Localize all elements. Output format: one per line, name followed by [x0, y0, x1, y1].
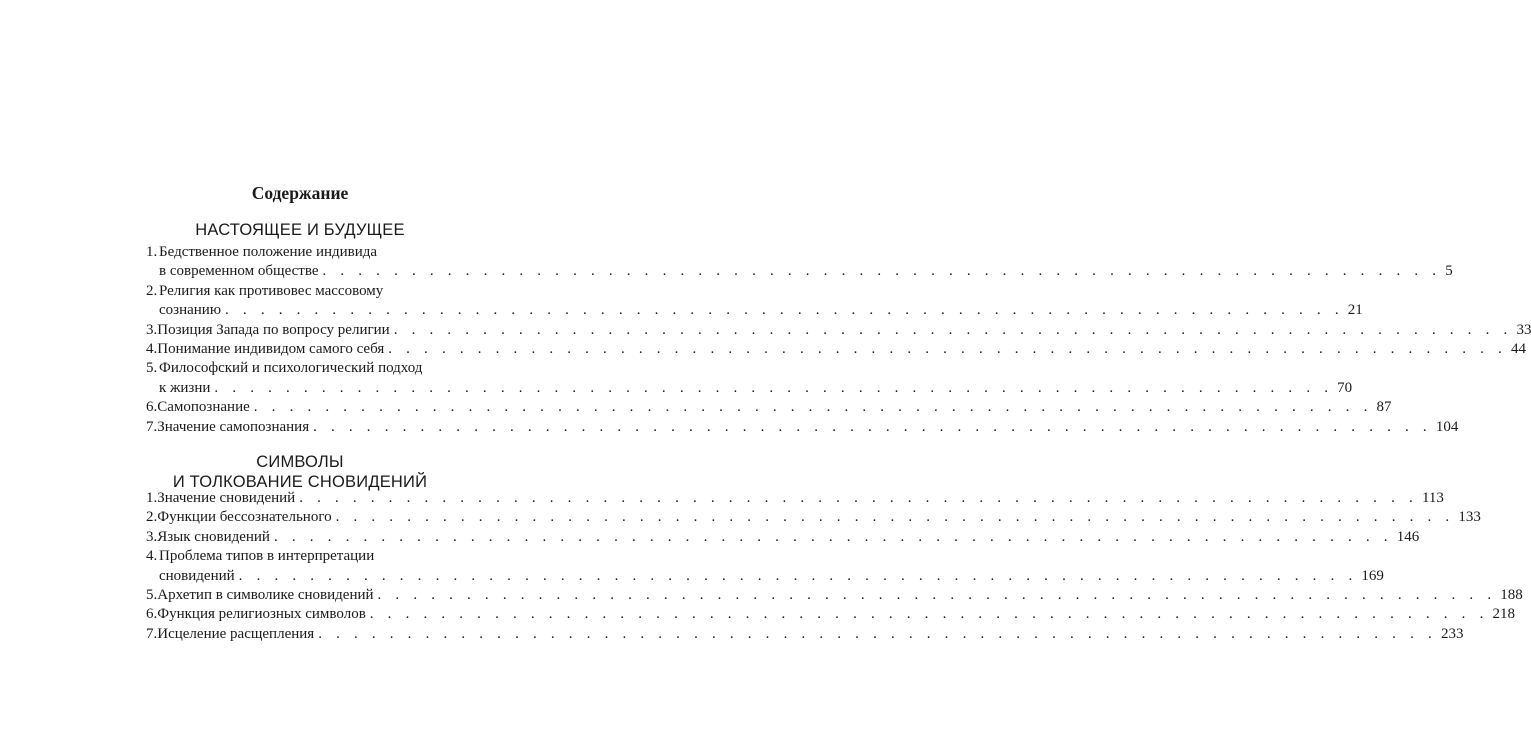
dot-leader: . . . . . . . . . . . . . . . . . . . . . . . . . . . . . . . . . . . . . . . . . . . . . . . . . . . . . . . . . . . . . . .	[214, 379, 1334, 396]
toc-entry	[146, 489, 1444, 508]
section-heading-line: НАСТОЯЩЕЕ И БУДУЩЕЕ	[195, 221, 405, 239]
dot-leader: . . . . . . . . . . . . . . . . . . . . . . . . . . . . . . . . . . . . . . . . . . . . . . . . . . . . . . . . . . . . . . .	[225, 302, 1344, 319]
toc-page-number: 70	[1337, 379, 1353, 396]
toc-page-number: 233	[1440, 625, 1464, 642]
toc-page-number: 113	[1421, 490, 1444, 506]
dot-leader: . . . . . . . . . . . . . . . . . . . . . . . . . . . . . . . . . . . . . . . . . . . . . . . . . . . . . . . . . . . . . . .	[253, 399, 1373, 416]
toc-entry-title: Позиция Запада по вопросу религии	[157, 321, 390, 338]
toc-entry	[146, 508, 1481, 527]
dot-leader: . . . . . . . . . . . . . . . . . . . . . . . . . . . . . . . . . . . . . . . . . . . . . . . . . . . . . . . . . . . . . . .	[322, 263, 1442, 280]
toc-entry-line	[146, 528, 1420, 547]
toc-entry-line	[146, 418, 1459, 437]
toc-entry-line	[146, 340, 1526, 359]
section-heading-line: И ТОЛКОВАНИЕ СНОВИДЕНИЙ	[172, 473, 428, 491]
dot-leader: . . . . . . . . . . . . . . . . . . . . . . . . . . . . . . . . . . . . . . . . . . . . . . . . . . . . . . . . . . . . . . .	[273, 528, 1393, 545]
toc-entry-line	[146, 605, 1516, 624]
toc-entry-number: 6.	[146, 606, 158, 623]
toc-entry-line	[146, 489, 1444, 508]
section-heading-1	[0, 220, 600, 240]
toc-entry-line	[146, 301, 1363, 320]
toc-page-number: 146	[1396, 528, 1420, 545]
dot-leader: . . . . . . . . . . . . . . . . . . . . . . . . . . . . . . . . . . . . . . . . . . . . . . . . . . . . . . . . . . . . . . .	[318, 625, 1437, 642]
toc-entry-title: Бедственное положение индивида	[159, 244, 378, 260]
section-heading-line: СИМВОЛЫ	[256, 453, 344, 471]
toc-entry-line	[146, 398, 1392, 417]
toc-entry-title: сновидений	[159, 567, 235, 584]
toc-entry-line	[146, 567, 1384, 586]
toc-entry	[146, 243, 1453, 282]
toc-entry-line	[146, 586, 1523, 605]
toc-entry-number: 2.	[146, 282, 158, 299]
dot-leader: . . . . . . . . . . . . . . . . . . . . . . . . . . . . . . . . . . . . . . . . . . . . . . . . . . . . . . . . . . . . . . .	[299, 490, 1418, 506]
toc-entry-line	[146, 321, 1531, 340]
toc-page-number: 21	[1347, 302, 1363, 319]
toc-entry	[146, 282, 1363, 321]
toc-entry-title: Значение сновидений	[157, 490, 296, 506]
toc-entry-number: 7.	[146, 418, 158, 435]
toc-entry	[146, 418, 1459, 437]
toc-page-number: 104	[1435, 418, 1459, 435]
toc-entry-line	[146, 243, 459, 262]
toc-entry-title: Исцеление расщепления	[157, 625, 315, 642]
dot-leader: . . . . . . . . . . . . . . . . . . . . . . . . . . . . . . . . . . . . . . . . . . . . . . . . . . . . . . . . . . . . . . .	[238, 567, 1358, 584]
toc-title: Содержание	[251, 183, 349, 203]
toc-entry-title: Философский и психологический подход	[159, 360, 423, 377]
dot-leader: . . . . . . . . . . . . . . . . . . . . . . . . . . . . . . . . . . . . . . . . . . . . . . . . . . . . . . . . . . . . . . .	[388, 340, 1507, 357]
toc-entry	[146, 605, 1516, 624]
toc-entry-title: сознанию	[159, 302, 222, 319]
toc-entry-number: 3.	[146, 321, 158, 338]
toc-page-number: 5	[1445, 263, 1453, 280]
toc-entry-title: Значение самопознания	[157, 418, 310, 435]
toc-entry-number: 4.	[146, 340, 158, 357]
dot-leader: . . . . . . . . . . . . . . . . . . . . . . . . . . . . . . . . . . . . . . . . . . . . . . . . . . . . . . . . . . . . . . .	[393, 321, 1513, 338]
toc-entry-line	[146, 379, 1353, 398]
toc-entry-line	[146, 359, 459, 378]
toc-entry	[146, 340, 1526, 359]
toc-entry-title: Проблема типов в интерпретации	[159, 548, 375, 565]
toc-entry-title: Религия как противовес массовому	[159, 282, 384, 299]
toc-entry-number: 2.	[146, 509, 158, 526]
toc-entry-title: Архетип в символике сновидений	[157, 586, 374, 603]
toc-page-number: 133	[1458, 509, 1481, 526]
toc-page-number: 218	[1492, 606, 1516, 623]
toc-entry-line	[146, 282, 459, 301]
toc-list-1	[146, 243, 1531, 437]
dot-leader: . . . . . . . . . . . . . . . . . . . . . . . . . . . . . . . . . . . . . . . . . . . . . . . . . . . . . . . . . . . . . . .	[313, 418, 1432, 435]
toc-entry-number: 6.	[146, 399, 158, 416]
toc-entry-number: 5.	[146, 360, 158, 377]
toc-entry-number: 7.	[146, 625, 158, 642]
toc-entry-title: в современном обществе	[159, 263, 319, 280]
toc-entry-line	[146, 262, 1453, 281]
toc-entry-line	[146, 547, 459, 566]
dot-leader: . . . . . . . . . . . . . . . . . . . . . . . . . . . . . . . . . . . . . . . . . . . . . . . . . . . . . . . . . . . . . . .	[377, 586, 1497, 603]
toc-entry-title: к жизни	[159, 379, 211, 396]
toc-page-number: 44	[1511, 340, 1526, 357]
dot-leader: . . . . . . . . . . . . . . . . . . . . . . . . . . . . . . . . . . . . . . . . . . . . . . . . . . . . . . . . . . . . . . .	[369, 606, 1489, 623]
toc-entry-title: Самопознание	[157, 399, 250, 416]
toc-page-number: 188	[1500, 586, 1523, 603]
toc-page-number: 87	[1376, 399, 1392, 416]
toc-entry	[146, 528, 1420, 547]
toc-entry-title: Язык сновидений	[157, 528, 270, 545]
toc-entry-title: Функция религиозных символов	[157, 606, 366, 623]
dot-leader: . . . . . . . . . . . . . . . . . . . . . . . . . . . . . . . . . . . . . . . . . . . . . . . . . . . . . . . . . . . . . . .	[335, 509, 1455, 526]
toc-entry	[146, 359, 1353, 398]
section-heading-2	[0, 452, 600, 492]
toc-list-2	[146, 489, 1523, 644]
toc-entry-line	[146, 625, 1464, 644]
toc-entry-title: Функции бессознательного	[157, 509, 332, 526]
toc-entry-number: 3.	[146, 528, 158, 545]
toc-page-number: 33	[1516, 321, 1531, 338]
toc-entry	[146, 398, 1392, 417]
toc-entry-number: 1.	[146, 490, 158, 506]
toc-entry	[146, 321, 1531, 340]
toc-entry-number: 5.	[146, 586, 158, 603]
toc-entry	[146, 625, 1464, 644]
toc-entry-title: Понимание индивидом самого себя	[157, 340, 385, 357]
toc-entry-number: 4.	[146, 548, 158, 565]
toc-page-number: 169	[1361, 567, 1384, 584]
toc-entry	[146, 586, 1523, 605]
toc-entry-number: 1.	[146, 244, 158, 260]
toc-entry-line	[146, 508, 1481, 527]
toc-entry	[146, 547, 1384, 586]
